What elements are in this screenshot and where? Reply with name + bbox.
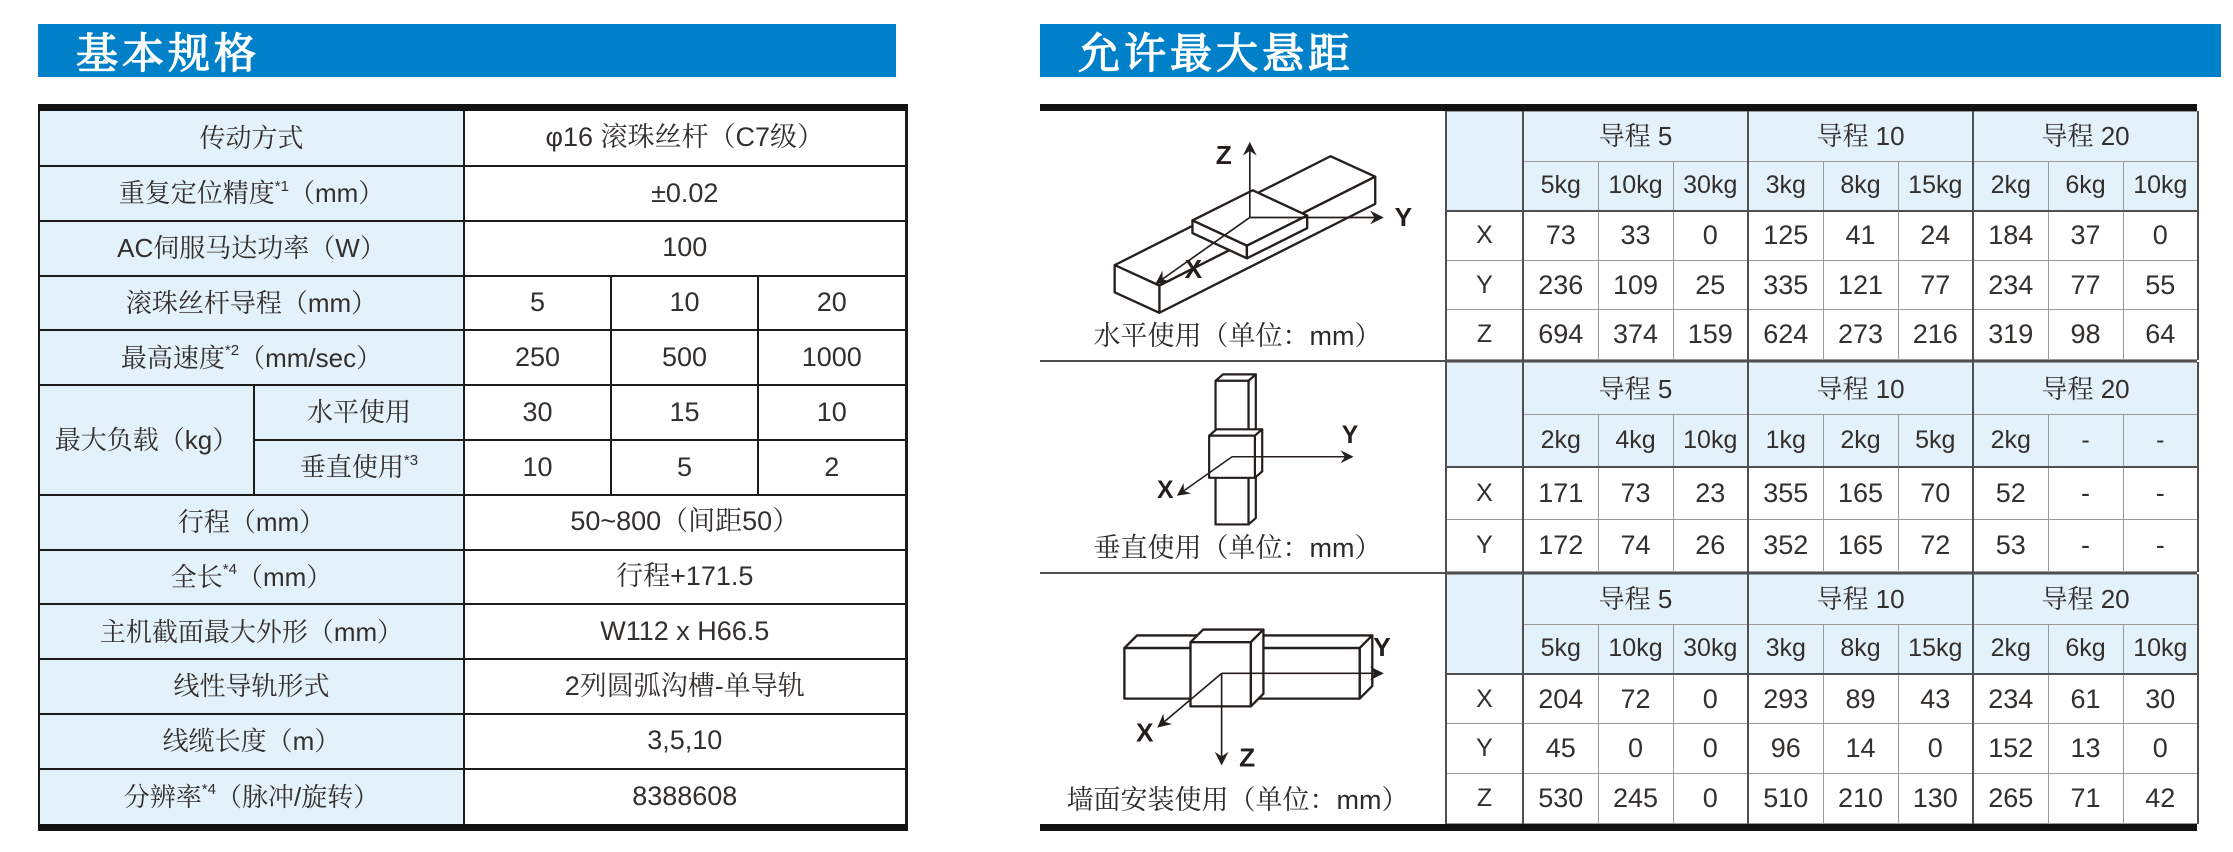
vertical-rail-drawing [1078, 368, 1408, 540]
overhang-table-vertical [1445, 362, 2199, 572]
spec-label [39, 330, 464, 385]
spec-value: 8388608 [464, 769, 906, 828]
value-cell: 14 [1823, 724, 1898, 774]
value-cell: 0 [2123, 211, 2198, 261]
value-cell: 24 [1898, 211, 1973, 261]
axis-label-cell: X [1446, 211, 1523, 261]
value-cell: 45 [1523, 724, 1598, 774]
value-cell: 72 [1598, 674, 1673, 724]
value-cell: 165 [1823, 467, 1898, 519]
value-cell: - [2048, 467, 2123, 519]
value-cell: 42 [2123, 774, 2198, 824]
spec-value: 2 [758, 440, 906, 495]
value-cell: 77 [2048, 260, 2123, 310]
footnote-marker: *4 [201, 780, 216, 798]
x-axis-label: X [1156, 476, 1173, 504]
value-cell: 245 [1598, 774, 1673, 824]
value-cell: 121 [1823, 260, 1898, 310]
spec-row [39, 659, 906, 714]
load-header-cell: 5kg [1898, 415, 1973, 467]
table-corner-cell [1446, 575, 1523, 675]
load-header-cell: 10kg [1598, 161, 1673, 211]
value-cell: 184 [1973, 211, 2048, 261]
value-cell: 96 [1748, 724, 1823, 774]
load-header-cell: 2kg [1973, 624, 2048, 674]
value-cell: 265 [1973, 774, 2048, 824]
table-row [1446, 519, 2198, 571]
axis-label-cell: Y [1446, 519, 1523, 571]
spec-label: 传动方式 [39, 108, 464, 167]
value-cell: - [2123, 467, 2198, 519]
load-header-cell: 30kg [1673, 161, 1748, 211]
table-row [1446, 260, 2198, 310]
spec-value: φ16 滚珠丝杆（C7级） [464, 108, 906, 167]
value-cell: 352 [1748, 519, 1823, 571]
load-header-cell: 2kg [1973, 161, 2048, 211]
footnote-marker: *4 [222, 561, 237, 579]
load-header-cell: 10kg [2123, 624, 2198, 674]
y-axis-label: Y [1394, 202, 1412, 233]
load-header-cell: 15kg [1898, 161, 1973, 211]
overhang-block-horizontal [1040, 111, 2197, 360]
section-title-text: 基本规格 [76, 29, 261, 77]
label-text: 最高速度 [120, 342, 225, 373]
lead-header-cell: 导程 20 [1973, 363, 2198, 415]
spec-value: 3,5,10 [464, 714, 906, 769]
lead-header-cell: 导程 5 [1523, 575, 1748, 625]
value-cell: 0 [1673, 774, 1748, 824]
spec-value: 20 [758, 276, 906, 331]
value-cell: 0 [2123, 724, 2198, 774]
wall-mount-rail-drawing [1068, 580, 1418, 790]
table-row [1446, 774, 2198, 824]
spec-row [39, 714, 906, 769]
table-row [1446, 674, 2198, 724]
value-cell: 530 [1523, 774, 1598, 824]
load-header-cell: 5kg [1523, 161, 1598, 211]
spec-row [39, 385, 906, 440]
load-header-cell: 6kg [2048, 624, 2123, 674]
load-header-cell: 10kg [1673, 415, 1748, 467]
spec-value: 30 [464, 385, 611, 440]
load-header-cell: 2kg [1823, 415, 1898, 467]
spec-label: AC伺服马达功率（W） [39, 221, 464, 276]
spec-row [39, 769, 906, 828]
load-header-cell: - [2048, 415, 2123, 467]
value-cell: 171 [1523, 467, 1598, 519]
value-cell: 125 [1748, 211, 1823, 261]
lead-header-cell: 导程 10 [1748, 363, 1973, 415]
value-cell: 0 [1898, 724, 1973, 774]
spec-value: 50~800（间距50） [464, 495, 906, 550]
value-cell: 694 [1523, 310, 1598, 360]
table-row [1446, 310, 2198, 360]
load-header-cell: 2kg [1523, 415, 1598, 467]
value-cell: 172 [1523, 519, 1598, 571]
spec-value: 500 [611, 330, 758, 385]
spec-value: 行程+171.5 [464, 550, 906, 605]
spec-value: W112 x H66.5 [464, 604, 906, 659]
value-cell: 33 [1598, 211, 1673, 261]
axis-label-cell: Y [1446, 260, 1523, 310]
vertical-use-diagram [1040, 362, 1445, 572]
wall-mount-use-diagram [1040, 574, 1445, 824]
value-cell: 70 [1898, 467, 1973, 519]
value-cell: 71 [2048, 774, 2123, 824]
value-cell: 23 [1673, 467, 1748, 519]
value-cell: 52 [1973, 467, 2048, 519]
table-row [1446, 467, 2198, 519]
basic-spec-table [38, 104, 908, 831]
value-cell: 64 [2123, 310, 2198, 360]
y-axis-label: Y [1372, 631, 1391, 662]
value-cell: 204 [1523, 674, 1598, 724]
value-cell: 216 [1898, 310, 1973, 360]
spec-value: 100 [464, 221, 906, 276]
value-cell: 159 [1673, 310, 1748, 360]
unit-text: （脉冲/旋转） [215, 781, 380, 812]
spec-group-label: 最大负载（kg） [39, 385, 254, 495]
value-cell: 55 [2123, 260, 2198, 310]
lead-header-cell: 导程 20 [1973, 575, 2198, 625]
spec-value: 1000 [758, 330, 906, 385]
value-cell: - [2048, 519, 2123, 571]
axis-label-cell: Y [1446, 724, 1523, 774]
value-cell: 293 [1748, 674, 1823, 724]
value-cell: 130 [1898, 774, 1973, 824]
overhang-table-horizontal [1445, 111, 2199, 360]
value-cell: 0 [1673, 211, 1748, 261]
value-cell: 74 [1598, 519, 1673, 571]
spec-row [39, 221, 906, 276]
label-text: 全长 [170, 561, 223, 592]
spec-row [39, 550, 906, 605]
basic-spec-table-wrap [38, 104, 908, 831]
value-cell: 109 [1598, 260, 1673, 310]
spec-label [39, 550, 464, 605]
load-header-cell: 8kg [1823, 624, 1898, 674]
spec-label [39, 769, 464, 828]
diagram-caption: 墙面安装使用（单位：mm） [1066, 785, 1409, 815]
load-header-cell: 10kg [2123, 161, 2198, 211]
value-cell: 234 [1973, 674, 2048, 724]
value-cell: 13 [2048, 724, 2123, 774]
spec-value: 10 [758, 385, 906, 440]
table-corner-cell [1446, 112, 1523, 211]
load-header-cell: 3kg [1748, 624, 1823, 674]
unit-text: （mm） [236, 561, 333, 592]
value-cell: 26 [1673, 519, 1748, 571]
axis-label-cell: Z [1446, 774, 1523, 824]
value-cell: 624 [1748, 310, 1823, 360]
load-header-cell: 6kg [2048, 161, 2123, 211]
value-cell: 37 [2048, 211, 2123, 261]
spec-label: 行程（mm） [39, 495, 464, 550]
spec-value: 15 [611, 385, 758, 440]
label-text: 垂直使用 [299, 452, 404, 483]
z-axis-label: Z [1215, 140, 1232, 171]
value-cell: 510 [1748, 774, 1823, 824]
value-cell: 43 [1898, 674, 1973, 724]
overhang-block-vertical [1040, 360, 2197, 572]
value-cell: 0 [1673, 674, 1748, 724]
spec-row [39, 276, 906, 331]
value-cell: 0 [1598, 724, 1673, 774]
value-cell: 355 [1748, 467, 1823, 519]
section-title-text: 允许最大悬距 [1078, 29, 1355, 77]
value-cell: 165 [1823, 519, 1898, 571]
value-cell: 77 [1898, 260, 1973, 310]
spec-value: 5 [611, 440, 758, 495]
spec-value: 10 [464, 440, 611, 495]
value-cell: 73 [1523, 211, 1598, 261]
horizontal-use-diagram [1040, 111, 1445, 360]
spec-label [39, 166, 464, 221]
section-title-max-overhang [1040, 24, 2221, 77]
value-cell: 0 [1673, 724, 1748, 774]
value-cell: 41 [1823, 211, 1898, 261]
load-header-cell: 4kg [1598, 415, 1673, 467]
value-cell: 98 [2048, 310, 2123, 360]
load-header-cell: 1kg [1748, 415, 1823, 467]
overhang-section [1040, 104, 2197, 831]
value-cell: 25 [1673, 260, 1748, 310]
spec-label: 滚珠丝杆导程（mm） [39, 276, 464, 331]
spec-value: 5 [464, 276, 611, 331]
value-cell: 30 [2123, 674, 2198, 724]
value-cell: 73 [1598, 467, 1673, 519]
lead-header-cell: 导程 10 [1748, 575, 1973, 625]
section-title-basic-specs [38, 24, 896, 77]
footnote-marker: *1 [274, 177, 289, 195]
load-header-cell: 5kg [1523, 624, 1598, 674]
spec-sublabel [254, 440, 464, 495]
unit-text: （mm） [288, 178, 385, 209]
overhang-table-wall-mount [1445, 574, 2199, 824]
load-header-cell: - [2123, 415, 2198, 467]
table-corner-cell [1446, 363, 1523, 468]
lead-header-cell: 导程 5 [1523, 112, 1748, 162]
value-cell: 319 [1973, 310, 2048, 360]
label-text: 分辨率 [123, 781, 202, 812]
value-cell: 89 [1823, 674, 1898, 724]
load-header-cell: 2kg [1973, 415, 2048, 467]
diagram-caption: 垂直使用（单位：mm） [1093, 533, 1382, 563]
lead-header-cell: 导程 20 [1973, 112, 2198, 162]
spec-value: 250 [464, 330, 611, 385]
spec-row [39, 166, 906, 221]
value-cell: 72 [1898, 519, 1973, 571]
spec-value: 10 [611, 276, 758, 331]
y-axis-label: Y [1341, 422, 1358, 450]
spec-sublabel: 水平使用 [254, 385, 464, 440]
load-header-cell: 15kg [1898, 624, 1973, 674]
value-cell: 234 [1973, 260, 2048, 310]
load-header-cell: 8kg [1823, 161, 1898, 211]
z-axis-label: Z [1238, 742, 1255, 773]
unit-text: （mm/sec） [239, 342, 383, 373]
value-cell: - [2123, 519, 2198, 571]
spec-label: 线缆长度（m） [39, 714, 464, 769]
value-cell: 374 [1598, 310, 1673, 360]
value-cell: 61 [2048, 674, 2123, 724]
spec-row [39, 330, 906, 385]
spec-value: 2列圆弧沟槽-单导轨 [464, 659, 906, 714]
spec-label: 主机截面最大外形（mm） [39, 604, 464, 659]
table-row [1446, 724, 2198, 774]
spec-row [39, 604, 906, 659]
horizontal-rail-drawing [1068, 117, 1418, 317]
axis-label-cell: X [1446, 674, 1523, 724]
footnote-marker: *2 [224, 341, 240, 359]
x-axis-label: X [1135, 717, 1154, 748]
spec-row [39, 108, 906, 167]
spec-row [39, 495, 906, 550]
load-header-cell: 10kg [1598, 624, 1673, 674]
value-cell: 210 [1823, 774, 1898, 824]
lead-header-cell: 导程 5 [1523, 363, 1748, 415]
axis-label-cell: Z [1446, 310, 1523, 360]
lead-header-cell: 导程 10 [1748, 112, 1973, 162]
value-cell: 53 [1973, 519, 2048, 571]
label-text: 重复定位精度 [118, 178, 275, 209]
load-header-cell: 3kg [1748, 161, 1823, 211]
value-cell: 273 [1823, 310, 1898, 360]
diagram-caption: 水平使用（单位：mm） [1093, 321, 1382, 351]
load-header-cell: 30kg [1673, 624, 1748, 674]
axis-label-cell: X [1446, 467, 1523, 519]
table-row [1446, 211, 2198, 261]
overhang-block-wall-mount [1040, 572, 2197, 824]
value-cell: 152 [1973, 724, 2048, 774]
spec-value: ±0.02 [464, 166, 906, 221]
value-cell: 335 [1748, 260, 1823, 310]
value-cell: 236 [1523, 260, 1598, 310]
footnote-marker: *3 [403, 451, 419, 469]
x-axis-label: X [1184, 253, 1202, 284]
spec-label: 线性导轨形式 [39, 659, 464, 714]
